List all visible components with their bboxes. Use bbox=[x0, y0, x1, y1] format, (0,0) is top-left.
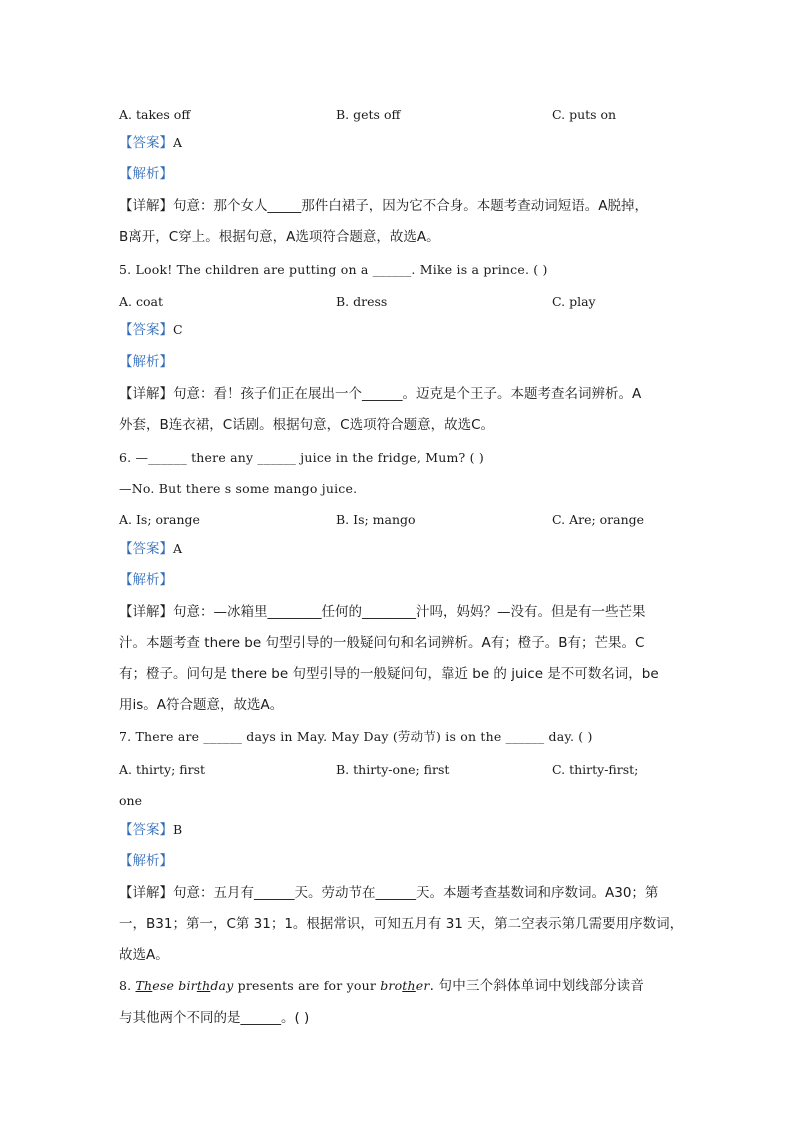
q4-option-b: B. gets off bbox=[336, 107, 401, 122]
q7-option-b: B. thirty-one; first bbox=[336, 762, 450, 777]
underlined-part: th bbox=[196, 978, 211, 993]
q5-option-b: B. dress bbox=[336, 294, 388, 309]
q8-number: 8. bbox=[119, 978, 136, 993]
q4-detail-line-1 bbox=[119, 196, 648, 216]
word-these bbox=[136, 978, 175, 993]
answer-tag: 【答案】 bbox=[119, 135, 173, 151]
q6-answer bbox=[119, 539, 182, 559]
q8-question-line-2: 与其他两个不同的是______。( ) bbox=[119, 1010, 310, 1026]
detail-tag: 【详解】 bbox=[119, 885, 173, 901]
q6-option-b: B. Is; mango bbox=[336, 512, 416, 527]
underlined-part: th bbox=[402, 978, 416, 993]
q6-detail-line-2: 汁。本题考查 there be 句型引导的一般疑问句和名词辨析。A有；橙子。B有；芒果。C bbox=[119, 635, 645, 651]
q7-option-c-continued: one bbox=[119, 793, 142, 808]
answer-value: C bbox=[173, 322, 183, 337]
q7-detail-line-2: 一，B31；第一，C第 31；1。根据常识，可知五月有 31 天，第二空表示第几需要用序数词， bbox=[119, 916, 684, 932]
q8-question-line-1 bbox=[119, 976, 644, 996]
q4-answer bbox=[119, 133, 182, 153]
q5-option-c: C. play bbox=[552, 294, 596, 309]
word-rest: ese bbox=[152, 978, 175, 993]
q7-detail-line-3: 故选A。 bbox=[119, 947, 169, 963]
q6-detail-line-3: 有；橙子。问句是 there be 句型引导的一般疑问句，靠近 be 的 juice 是不可数名词，be bbox=[119, 666, 659, 682]
q6-question-line-1: 6. —______ there any ______ juice in the fridge, Mum? ( ) bbox=[119, 450, 484, 465]
word-rest: er bbox=[415, 978, 430, 993]
q4-option-c: C. puts on bbox=[552, 107, 617, 122]
word-brother bbox=[380, 978, 429, 993]
detail-text: 句意：—冰箱里________任何的________汁吗，妈妈？—没有。但是有一些芒果 bbox=[173, 604, 646, 620]
q5-detail-line-1 bbox=[119, 384, 641, 404]
detail-tag: 【详解】 bbox=[119, 386, 173, 402]
detail-tag: 【详解】 bbox=[119, 198, 173, 214]
q5-detail-line-2: 外套，B连衣裙，C话剧。根据句意，C选项符合题意，故选C。 bbox=[119, 417, 495, 433]
word-birthday bbox=[174, 978, 233, 993]
word-prefix: bro bbox=[380, 978, 403, 993]
q4-analysis-tag: 【解析】 bbox=[119, 166, 173, 182]
answer-tag: 【答案】 bbox=[119, 322, 173, 338]
answer-tag: 【答案】 bbox=[119, 822, 173, 838]
q6-detail-line-4: 用is。A符合题意，故选A。 bbox=[119, 697, 284, 713]
q7-option-a: A. thirty; first bbox=[119, 762, 206, 777]
q5-analysis-tag: 【解析】 bbox=[119, 354, 173, 370]
answer-tag: 【答案】 bbox=[119, 541, 173, 557]
q7-option-c: C. thirty-first; bbox=[552, 762, 639, 777]
q5-option-a: A. coat bbox=[119, 294, 163, 309]
answer-value: A bbox=[173, 541, 183, 556]
detail-text: 句意：五月有______天。劳动节在______天。本题考查基数词和序数词。A30；第 bbox=[173, 885, 659, 901]
q5-question: 5. Look! The children are putting on a ______. Mike is a prince. ( ) bbox=[119, 262, 548, 277]
detail-text: 句意：看！孩子们正在展出一个______。迈克是个王子。本题考查名词辨析。A bbox=[173, 386, 642, 402]
q7-analysis-tag: 【解析】 bbox=[119, 853, 173, 869]
q7-detail-line-1 bbox=[119, 883, 658, 903]
word-prefix: bir bbox=[174, 978, 197, 993]
q4-detail-line-2: B离开，C穿上。根据句意，A选项符合题意，故选A。 bbox=[119, 229, 440, 245]
underlined-part: Th bbox=[135, 978, 153, 993]
q7-answer bbox=[119, 820, 182, 840]
q6-analysis-tag: 【解析】 bbox=[119, 572, 173, 588]
word-rest: day bbox=[210, 978, 234, 993]
q6-detail-line-1 bbox=[119, 602, 646, 622]
q6-option-a: A. Is; orange bbox=[119, 512, 200, 527]
detail-text: 句意：那个女人_____那件白裙子，因为它不合身。本题考查动词短语。A脱掉， bbox=[173, 198, 648, 214]
q4-option-a: A. takes off bbox=[119, 107, 191, 122]
q6-option-c: C. Are; orange bbox=[552, 512, 645, 527]
q8-tail-text: . 句中三个斜体单词中划线部分读音 bbox=[429, 978, 645, 994]
answer-value: B bbox=[173, 822, 183, 837]
answer-value: A bbox=[173, 135, 183, 150]
q8-middle-text: presents are for your bbox=[233, 978, 381, 993]
detail-tag: 【详解】 bbox=[119, 604, 173, 620]
q7-question: 7. There are ______ days in May. May Day (劳动节) is on the ______ day. ( ) bbox=[119, 729, 593, 744]
q5-answer bbox=[119, 320, 183, 340]
q6-question-line-2: —No. But there s some mango juice. bbox=[119, 481, 358, 496]
